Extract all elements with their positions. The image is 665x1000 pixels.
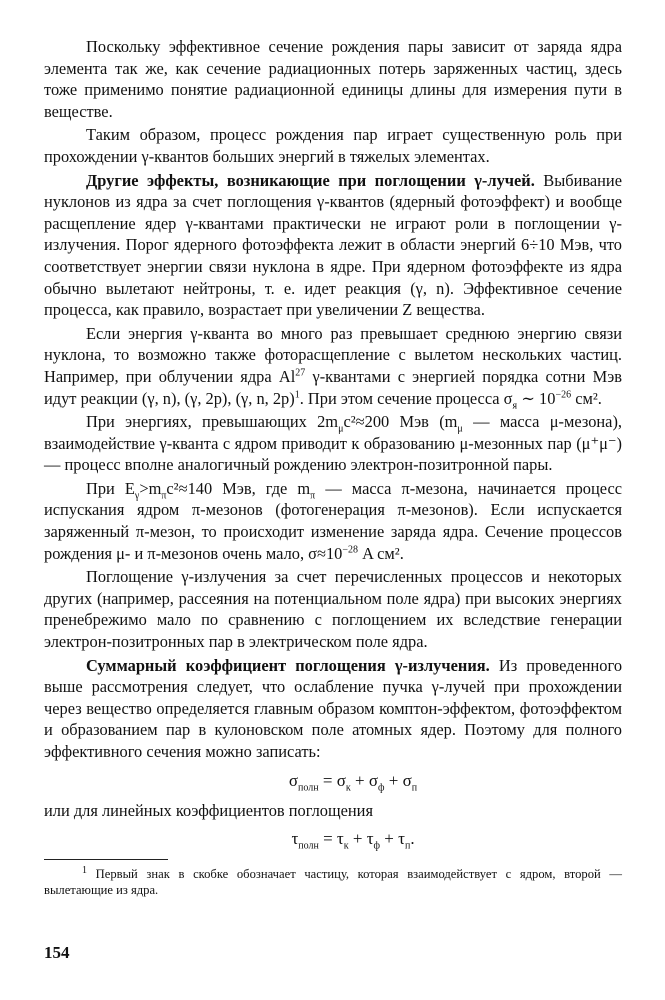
subscript: полн [298,840,319,852]
subscript: п [411,781,418,793]
section-heading-other-effects: Другие эффекты, возникающие при поглощении γ-лучей. [86,170,535,190]
paragraph-6 [44,478,622,564]
text-run: >m [139,478,162,498]
text-run: ∼ 10 [517,388,556,408]
footnote [44,866,622,898]
paragraph-3 [44,170,622,321]
paragraph-2: Таким образом, процесс рождения пар играет существенную роль при прохождении γ-квантов больших энергий в тяжелых элементах. [44,125,622,166]
footnote-text: Первый знак в скобке обозначает частицу, которая взаимодействует с ядром, второй — вылетающие из ядра. [44,867,622,898]
formula-symbol: + τ [380,829,405,849]
formula-intro-text: или для линейных коэффициентов поглощения [44,800,373,820]
formula-symbol: + τ [348,829,374,849]
subscript: полн [298,781,319,793]
formula-symbol: + σ [384,770,412,790]
superscript: 27 [295,367,306,379]
formula-symbol: τ [291,829,299,849]
text-run: При E [86,478,135,498]
subscript: п [404,840,411,852]
text-run: При энергиях, превышающих 2m [86,412,339,432]
formula-total-cross-section [44,771,622,791]
footnote-divider [44,859,168,860]
subscript: ф [378,781,385,793]
text-run: A см². [358,543,404,563]
page-number: 154 [44,943,70,962]
subscript: π [161,490,167,502]
paragraph-5 [44,411,622,476]
subscript: к [345,781,351,793]
formula-linear-coefficients [44,829,622,852]
text-run: Если энергия γ-кванта во много раз превышает среднюю энергию связи нуклона, то возможно также фоторасщепление с вылетом нескольких частиц. Например, при облучении ядра Al [44,323,622,386]
formula-symbol: = τ [318,829,344,849]
text-run: γ-квантами с энергией порядка сотни Мэв идут реакции (γ, n), (γ, 2p), (γ, n, 2p) [44,366,622,408]
footnote-marker: 1 [82,865,87,876]
paragraph-1: Поскольку эффективное сечение рождения пары зависит от заряда ядра элемента так же, как сечение радиационных потерь заряженных частиц, здесь тоже применимо понятие радиационной единицы длины для измерения пути в веществе. [44,37,622,121]
footnote-marker: 1 [294,389,300,401]
text-run: см². [571,388,602,408]
text-run: . При этом сечение процесса σ [299,388,513,408]
formula-symbol: + σ [350,770,378,790]
text-run: — масса π-мезона, начинается процесс испускания ядром π-мезонов (фотогенерация π-мезонов). Если испускается заряженный π-мезон, то происходит изменение заряда ядра. Сечение процессов рождения μ- и π-мезонов очень мало, σ≈10 [44,478,623,563]
subscript: ф [373,840,381,852]
subscript: к [343,840,349,852]
text-run: c²≈140 Мэв, где m [166,478,311,498]
section-heading-total-coefficient: Суммарный коэффициент поглощения γ-излучения. [86,655,490,675]
text-run: c²≈200 Мэв (m [343,412,458,432]
paragraph-8 [44,655,622,763]
paragraph-3-body: Выбивание нуклонов из ядра за счет поглощения γ-квантов (ядерный фотоэффект) и вообще расщепление ядер γ-квантами практически не играют роли в поглощении γ-излучения. Порог ядерного фотоэффекта лежит в области энергий 6÷10 Мэв, что соответствует энергии связи нуклона в ядре. При ядерном фотоэффекте из ядра обычно вылетают нейтроны, т. е. идет реакция (γ, n). Эффективное сечение процесса, как правило, возрастает при увеличении Z вещества. [44,170,622,320]
formula-symbol: σ [288,770,299,790]
paragraph-8-body: Из проведенного выше рассмотрения следует, что ослабление пучка γ-лучей при прохождении через вещество определяется главным образом комптон-эффектом, фотоэффектом и образованием пар в кулоновском поле атомных ядер. Поэтому для полного эффективного сечения можно записать: [44,655,623,761]
page-body [44,36,622,898]
subscript: π [310,490,316,502]
paragraph-7: Поглощение γ-излучения за счет перечисленных процессов и некоторых других (например, рассеяния на потенциальном поле ядра) при высоких энергиях пренебрежимо мало по сравнению с поглощением их вследствие генерации электрон-позитронных пар в электрическом поле ядра. [44,567,622,652]
formula-symbol: . [410,829,415,849]
superscript: −28 [342,544,359,556]
formula-symbol: = σ [318,770,346,790]
subscript: μ [338,423,344,435]
subscript: γ [134,490,140,502]
subscript: μ [457,423,463,435]
paragraph-4 [44,323,622,409]
subscript: я [512,399,518,411]
text-run: — масса μ-мезона), взаимодействие γ-кванта с ядром приводит к образованию μ-мезонных пар (μ⁺μ⁻) — процесс вполне аналогичный рождению электрон-позитронной пары. [44,412,622,475]
superscript: −26 [555,389,572,401]
